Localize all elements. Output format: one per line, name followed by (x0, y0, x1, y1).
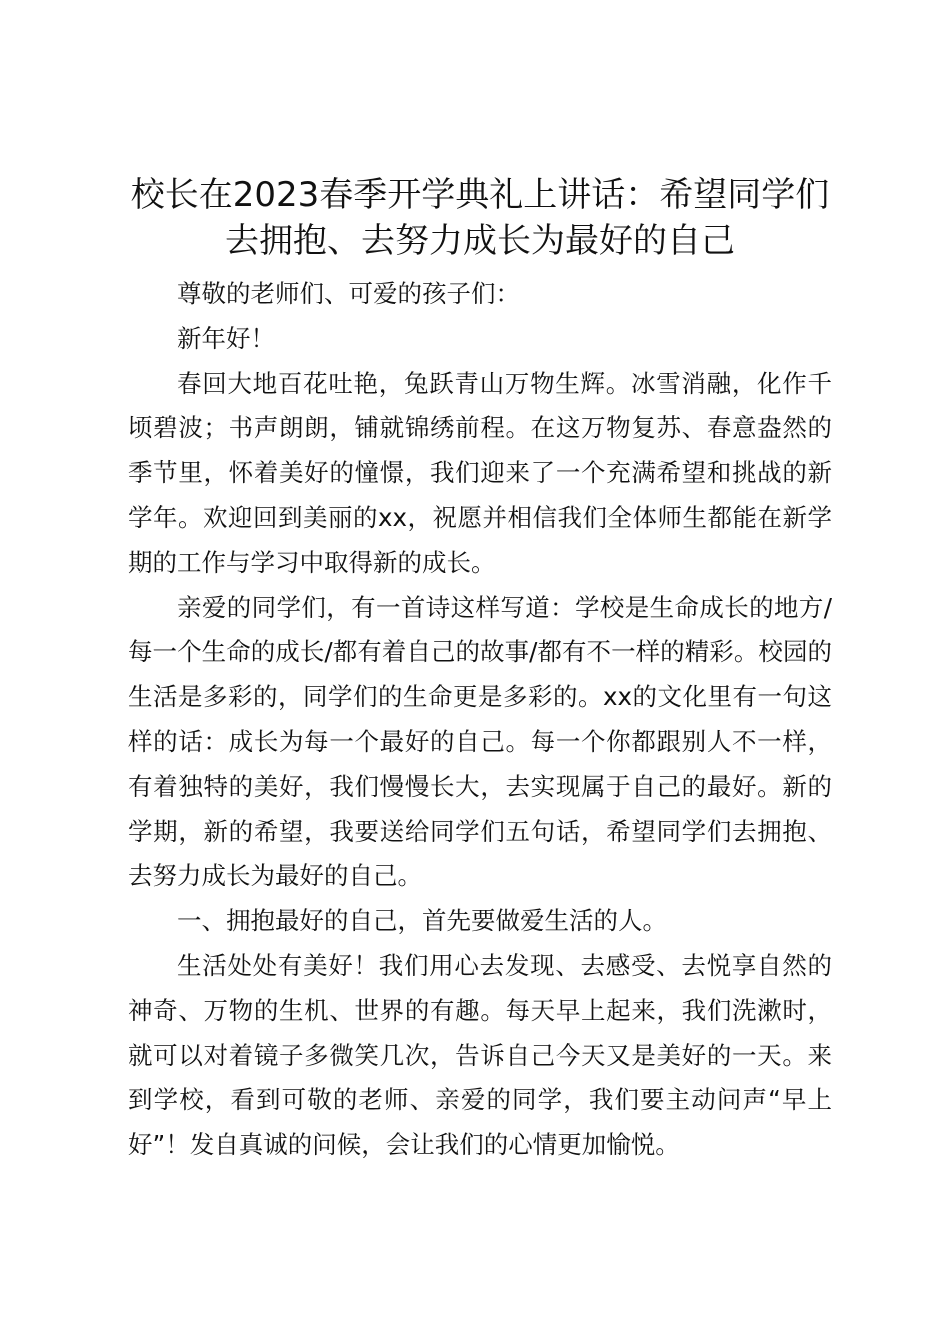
body-paragraph: 亲爱的同学们，有一首诗这样写道：学校是生命成长的地方/每一个生命的成长/都有着自己的故事/都有不一样的精彩。校园的生活是多彩的，同学们的生命更是多彩的。xx的文化里有一句这样的话：成长为每一个最好的自己。每一个你都跟别人不一样，有着独特的美好，我们慢慢长大，去实现属于自己的最好。新的学期，新的希望，我要送给同学们五句话，希望同学们去拥抱、去努力成长为最好的自己。 (128, 592, 832, 891)
body-paragraph: 生活处处有美好！我们用心去发现、去感受、去悦享自然的神奇、万物的生机、世界的有趣。每天早上起来，我们洗漱时，就可以对着镜子多微笑几次，告诉自己今天又是美好的一天。来到学校，看到可敬的老师、亲爱的同学，我们要主动问声“早上好”！发自真诚的问候，会让我们的心情更加愉悦。 (128, 950, 832, 1160)
salutation-paragraph: 尊敬的老师们、可爱的孩子们： (177, 279, 520, 308)
document-page (128, 172, 832, 1168)
greeting-paragraph: 新年好！ (177, 323, 275, 353)
document-title: 校长在2023春季开学典礼上讲话：希望同学们去拥抱、去努力成长为最好的自己 (130, 175, 830, 261)
section-heading: 一、拥抱最好的自己，首先要做爱生活的人。 (177, 906, 667, 936)
body-paragraph: 春回大地百花吐艳，兔跃青山万物生辉。冰雪消融，化作千顷碧波；书声朗朗，铺就锦绣前程。在这万物复苏、春意盎然的季节里，怀着美好的憧憬，我们迎来了一个充满希望和挑战的新学年。欢迎回到美丽的xx，祝愿并相信我们全体师生都能在新学期的工作与学习中取得新的成长。 (128, 368, 832, 577)
